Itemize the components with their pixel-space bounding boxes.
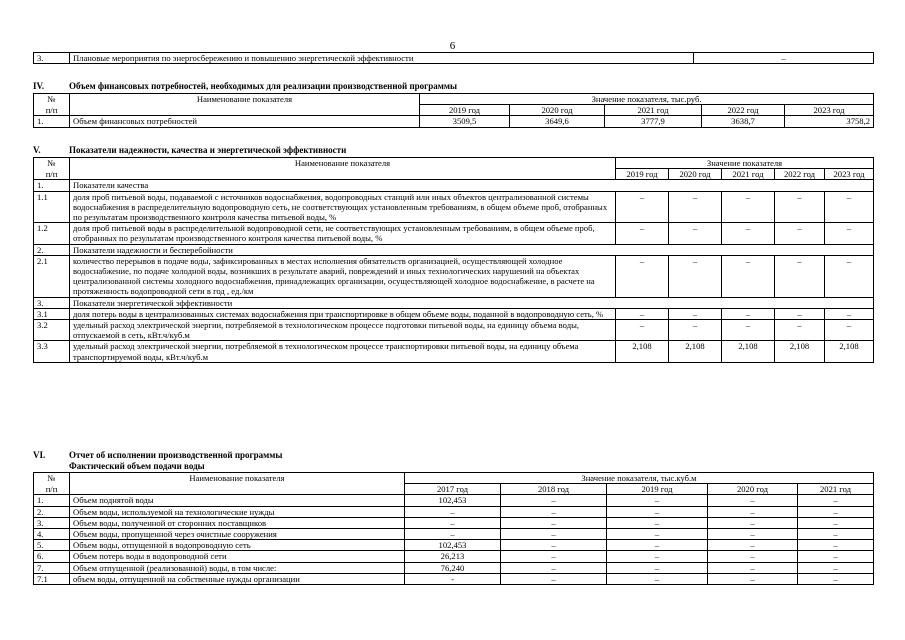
year-header: 2022 год [775, 169, 825, 180]
row-value: – [669, 308, 722, 319]
row-value: 2,108 [616, 341, 669, 362]
row-value: 3638,7 [702, 116, 785, 127]
row-name: Объем потерь воды в водопроводной сети [70, 551, 405, 562]
row-value: – [798, 495, 874, 506]
header-years-row [34, 169, 874, 180]
row-number: 2. [34, 506, 70, 517]
row-value: 2,108 [722, 341, 775, 362]
row-value: – [669, 191, 722, 223]
section-title: Отчет об исполнении производственной программы [69, 450, 283, 460]
row-value: – [501, 540, 607, 551]
group-name: Показатели качества [70, 180, 874, 191]
row-number: 3. [34, 517, 70, 528]
row-number: 3.1 [34, 308, 70, 319]
row-value: 3509,5 [420, 116, 510, 127]
row-value: – [669, 255, 722, 297]
row-value: – [607, 573, 708, 584]
header-value: Значение показателя [616, 158, 874, 169]
row-value: – [501, 562, 607, 573]
section-number: V. [33, 145, 41, 155]
row-value: – [669, 320, 722, 341]
row-value: 2,108 [669, 341, 722, 362]
row-number: 6. [34, 551, 70, 562]
financial-needs-table [33, 93, 874, 128]
row-value: – [825, 320, 874, 341]
row-value: – [607, 506, 708, 517]
group-name: Показатели надежности и бесперебойности [70, 244, 874, 255]
row-value: – [669, 223, 722, 244]
row-name: Объем воды, отпущенной в водопроводную сеть [70, 540, 405, 551]
header-name-cont [70, 169, 616, 180]
row-value: – [798, 517, 874, 528]
row-value: – [616, 320, 669, 341]
row-value: 3777,9 [605, 116, 702, 127]
row-value: – [607, 562, 708, 573]
table-row [34, 116, 874, 127]
row-value: – [798, 506, 874, 517]
row-value: – [405, 517, 501, 528]
table-row [34, 341, 874, 362]
year-header: 2019 год [616, 169, 669, 180]
header-value: Значение показателя, тыс.куб.м [405, 473, 874, 484]
header-name-cont [70, 484, 405, 495]
group-row [34, 180, 874, 191]
table-row [34, 540, 874, 551]
row-value: – [607, 529, 708, 540]
table-row [34, 223, 874, 244]
header-name-cont [70, 105, 420, 116]
row-value: – [708, 529, 798, 540]
header-years-row [34, 484, 874, 495]
row-name: доля проб питьевой воды в распределительной водопроводной сети, не соответствующих установленным требованиям, в общем объеме проб, отобранных по результатам производственного контроля качества питьевой воды, % [70, 223, 616, 244]
header-row [34, 473, 874, 484]
header-num: № [34, 473, 70, 484]
row-value: – [798, 540, 874, 551]
row-value: – [825, 223, 874, 244]
row-value: 3649,6 [510, 116, 605, 127]
row-value: – [616, 255, 669, 297]
row-value: – [607, 551, 708, 562]
row-name: удельный расход электрической энергии, потребляемой в технологическом процессе транспортировки питьевой воды, на единицу объема транспортируемой воды, кВт.ч/куб.м [70, 341, 616, 362]
row-name: Объем воды, используемой на технологические нужды [70, 506, 405, 517]
row-value: – [775, 308, 825, 319]
row-value: – [501, 529, 607, 540]
reliability-indicators-table [33, 157, 874, 363]
row-number: 2.1 [34, 255, 70, 297]
row-value: – [708, 506, 798, 517]
row-name: Объем финансовых потребностей [70, 116, 420, 127]
table-row [34, 191, 874, 223]
row-value: – [825, 191, 874, 223]
row-number: 3.3 [34, 341, 70, 362]
row-name: количество перерывов в подаче воды, зафиксированных в местах исполнения обязательств организацией, осуществляющей холодное водоснабжение, по подаче холодной воды, возникших в результате аварий, повреждений и иных технологических нарушений на объектах централизованной системы холодного водоснабжения, принадлежащих организации, осуществляющей холодное водоснабжение, в расчете на протяженность водопроводной сети в год , ед./км [70, 255, 616, 297]
row-number: 1. [34, 495, 70, 506]
water-supply-table [33, 472, 874, 585]
year-header: 2021 год [798, 484, 874, 495]
group-row [34, 297, 874, 308]
row-number: 7.1 [34, 573, 70, 584]
row-value: – [501, 495, 607, 506]
row-value: – [798, 551, 874, 562]
table-row [34, 255, 874, 297]
row-value: – [501, 551, 607, 562]
table-row [34, 529, 874, 540]
row-value: 102,453 [405, 540, 501, 551]
row-value: – [501, 506, 607, 517]
year-header: 2019 год [607, 484, 708, 495]
row-value: – [616, 191, 669, 223]
header-num: № [34, 94, 70, 105]
row-value: – [708, 495, 798, 506]
table-row [34, 551, 874, 562]
header-num2: п/п [34, 484, 70, 495]
table-row [34, 562, 874, 573]
table-row [34, 308, 874, 319]
header-num2: п/п [34, 105, 70, 116]
row-value: – [708, 573, 798, 584]
row-number: 1.1 [34, 191, 70, 223]
row-number: 5. [34, 540, 70, 551]
year-header: 2021 год [605, 105, 702, 116]
table-row [34, 320, 874, 341]
row-name: Объем поднятой воды [70, 495, 405, 506]
row-number: 3.2 [34, 320, 70, 341]
row-number: 7. [34, 562, 70, 573]
table-row [34, 506, 874, 517]
row-value: – [825, 308, 874, 319]
row-value: – [722, 223, 775, 244]
group-row [34, 244, 874, 255]
row-value: – [616, 308, 669, 319]
row-number: 3. [34, 297, 70, 308]
row-value: – [708, 517, 798, 528]
row-value: – [825, 255, 874, 297]
section-title: Объем финансовых потребностей, необходимых для реализации производственной программы [69, 81, 458, 91]
year-header: 2020 год [708, 484, 798, 495]
row-name: доля проб питьевой воды, подаваемой с источников водоснабжения, водопроводных станций или иных объектов централизованной системы водоснабжения в распределительную водопроводную сеть, не соответствующих установленным требованиям, в общем объеме проб, отобранных по результатам производственного контроля качества питьевой воды, % [70, 191, 616, 223]
row-value: – [775, 191, 825, 223]
row-value: 102,453 [405, 495, 501, 506]
row-value: – [708, 540, 798, 551]
year-header: 2020 год [669, 169, 722, 180]
row-value: – [607, 495, 708, 506]
group-name: Показатели энергетической эффективности [70, 297, 874, 308]
row-value: – [722, 308, 775, 319]
row-value: – [798, 573, 874, 584]
row-value: - [405, 573, 501, 584]
header-num: № [34, 158, 70, 169]
section-6-subtitle: Фактический объем подачи воды [69, 461, 205, 471]
section-number: VI. [33, 450, 46, 460]
header-value: Значение показателя, тыс.руб. [420, 94, 874, 105]
header-years-row [34, 105, 874, 116]
row-value: 26,213 [405, 551, 501, 562]
row-value: 2,108 [825, 341, 874, 362]
row-value: – [501, 573, 607, 584]
year-header: 2022 год [702, 105, 785, 116]
row-value: – [405, 506, 501, 517]
header-row [34, 158, 874, 169]
year-header: 2017 год [405, 484, 501, 495]
row-name: Объем отпущенной (реализованной) воды, в том числе: [70, 562, 405, 573]
row-name: Объем воды, пропущенной через очистные сооружения [70, 529, 405, 540]
row-name: Плановые мероприятия по энергосбережению и повышению энергетической эффективности [70, 53, 694, 64]
row-value: – [607, 540, 708, 551]
section-5-heading [33, 145, 346, 155]
table-row [34, 495, 874, 506]
header-name: Наименование показателя [70, 473, 405, 484]
table-row [34, 53, 874, 64]
row-name: Объем воды, полученной от сторонних поставщиков [70, 517, 405, 528]
year-header: 2023 год [825, 169, 874, 180]
row-name: объем воды, отпущенной на собственные нужды организации [70, 573, 405, 584]
row-name: доля потерь воды в централизованных системах водоснабжения при транспортировке в общем объеме воды, поданной в водопроводную сеть, % [70, 308, 616, 319]
section-4-heading [33, 81, 457, 91]
row-value: – [722, 191, 775, 223]
row-value: – [694, 53, 874, 64]
row-value: – [722, 255, 775, 297]
row-number: 1.2 [34, 223, 70, 244]
row-value: – [775, 320, 825, 341]
header-name: Наименование показателя [70, 158, 616, 169]
table-row [34, 573, 874, 584]
header-num2: п/п [34, 169, 70, 180]
row-number: 1. [34, 180, 70, 191]
row-value: – [775, 223, 825, 244]
row-value: – [607, 517, 708, 528]
row-value: – [775, 255, 825, 297]
row-value: – [722, 320, 775, 341]
row-value: – [708, 551, 798, 562]
top-row-table [33, 52, 874, 64]
section-number: IV. [33, 81, 45, 91]
row-value: 76,240 [405, 562, 501, 573]
row-number: 4. [34, 529, 70, 540]
year-header: 2020 год [510, 105, 605, 116]
section-6-heading [33, 450, 282, 460]
row-value: – [798, 529, 874, 540]
row-number: 1. [34, 116, 70, 127]
row-value: – [616, 223, 669, 244]
table-row [34, 517, 874, 528]
header-row [34, 94, 874, 105]
year-header: 2018 год [501, 484, 607, 495]
row-value: 2,108 [775, 341, 825, 362]
row-name: удельный расход электрической энергии, потребляемой в технологическом процессе подготовки питьевой воды, на единицу объема воды, отпускаемой в сеть, кВт.ч/куб.м [70, 320, 616, 341]
row-value: – [798, 562, 874, 573]
row-value: 3758,2 [785, 116, 874, 127]
row-value: – [708, 562, 798, 573]
row-number: 2. [34, 244, 70, 255]
header-name: Наименование показателя [70, 94, 420, 105]
section-title: Показатели надежности, качества и энергетической эффективности [69, 145, 347, 155]
page-number: 6 [449, 40, 456, 52]
year-header: 2021 год [722, 169, 775, 180]
year-header: 2019 год [420, 105, 510, 116]
row-value: – [405, 529, 501, 540]
row-value: – [501, 517, 607, 528]
row-number: 3. [34, 53, 70, 64]
year-header: 2023 год [785, 105, 874, 116]
